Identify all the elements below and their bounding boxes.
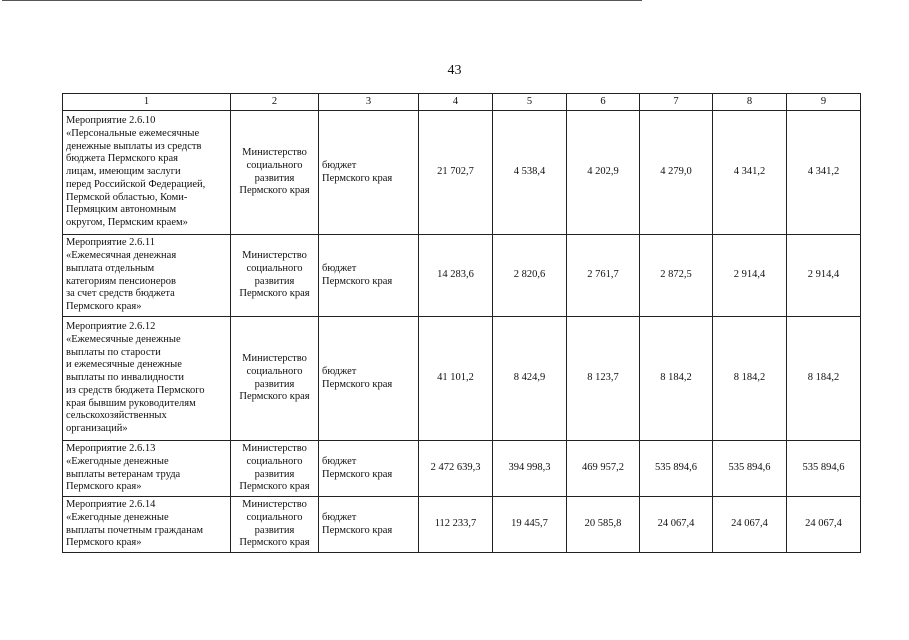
header-cell: 2: [231, 94, 319, 111]
value-cell: 2 820,6: [493, 235, 567, 317]
table-row: [63, 317, 861, 441]
header-cell: 7: [640, 94, 713, 111]
measure-title: «Персональные ежемесячные денежные выплаты из средств бюджета Пермского края лицам, имеющим заслуги перед Российской Федерацией, Пермской областью, Коми- Пермяцким автономным округом, Пермским краем»: [66, 127, 206, 229]
value-cell: 535 894,6: [787, 441, 861, 497]
header-cell: 6: [567, 94, 640, 111]
header-cell: 9: [787, 94, 861, 111]
measure-code: Мероприятие 2.6.11: [66, 237, 156, 249]
page-number: 43: [447, 63, 462, 78]
value-cell: 41 101,2: [419, 317, 493, 441]
value-cell: 4 279,0: [640, 111, 713, 235]
value-cell: 24 067,4: [640, 497, 713, 553]
value-cell: 2 472 639,3: [419, 441, 493, 497]
measure-title: «Ежегодные денежные выплаты почетным гражданам Пермского края»: [66, 511, 203, 549]
budget-table: [62, 93, 861, 553]
measure-cell: [63, 441, 231, 497]
value-cell: 14 283,6: [419, 235, 493, 317]
source-cell: бюджет Пермского края: [319, 317, 419, 441]
value-cell: 112 233,7: [419, 497, 493, 553]
executor-cell: Министерство социального развития Пермского края: [231, 497, 319, 553]
value-cell: 469 957,2: [567, 441, 640, 497]
value-cell: 8 184,2: [787, 317, 861, 441]
measure-title: «Ежемесячная денежная выплата отдельным категориям пенсионеров за счет средств бюджета Пермского края»: [66, 249, 177, 313]
measure-code: Мероприятие 2.6.10: [66, 114, 156, 126]
value-cell: 4 341,2: [713, 111, 787, 235]
value-cell: 8 184,2: [640, 317, 713, 441]
executor-cell: Министерство социального развития Пермского края: [231, 235, 319, 317]
value-cell: 535 894,6: [713, 441, 787, 497]
value-cell: 8 123,7: [567, 317, 640, 441]
executor-cell: Министерство социального развития Пермского края: [231, 441, 319, 497]
value-cell: 535 894,6: [640, 441, 713, 497]
header-cell: 5: [493, 94, 567, 111]
table-row: [63, 497, 861, 553]
table-row: [63, 111, 861, 235]
measure-cell: [63, 111, 231, 235]
value-cell: 19 445,7: [493, 497, 567, 553]
value-cell: 4 202,9: [567, 111, 640, 235]
value-cell: 2 914,4: [787, 235, 861, 317]
header-cell: 8: [713, 94, 787, 111]
measure-cell: [63, 235, 231, 317]
value-cell: 2 761,7: [567, 235, 640, 317]
value-cell: 2 872,5: [640, 235, 713, 317]
measure-cell: [63, 317, 231, 441]
table-row: [63, 441, 861, 497]
header-cell: 4: [419, 94, 493, 111]
value-cell: 2 914,4: [713, 235, 787, 317]
measure-code: Мероприятие 2.6.14: [66, 498, 156, 510]
value-cell: 24 067,4: [713, 497, 787, 553]
value-cell: 21 702,7: [419, 111, 493, 235]
executor-cell: Министерство социального развития Пермского края: [231, 317, 319, 441]
header-cell: 1: [63, 94, 231, 111]
value-cell: 20 585,8: [567, 497, 640, 553]
value-cell: 8 424,9: [493, 317, 567, 441]
source-cell: бюджет Пермского края: [319, 111, 419, 235]
value-cell: 394 998,3: [493, 441, 567, 497]
source-cell: бюджет Пермского края: [319, 235, 419, 317]
measure-title: «Ежемесячные денежные выплаты по старости и ежемесячные денежные выплаты по инвалидности из средств бюджета Пермского края бывшим руководителям сельскохозяйственных организаций»: [66, 333, 205, 435]
measure-title: «Ежегодные денежные выплаты ветеранам труда Пермского края»: [66, 455, 181, 493]
header-cell: 3: [319, 94, 419, 111]
value-cell: 24 067,4: [787, 497, 861, 553]
measure-cell: [63, 497, 231, 553]
executor-cell: Министерство социального развития Пермского края: [231, 111, 319, 235]
value-cell: 8 184,2: [713, 317, 787, 441]
table-header-row: [63, 94, 861, 111]
measure-code: Мероприятие 2.6.12: [66, 320, 156, 332]
value-cell: 4 538,4: [493, 111, 567, 235]
scan-edge-line: [2, 0, 642, 1]
measure-code: Мероприятие 2.6.13: [66, 442, 156, 454]
table-row: [63, 235, 861, 317]
source-cell: бюджет Пермского края: [319, 441, 419, 497]
value-cell: 4 341,2: [787, 111, 861, 235]
source-cell: бюджет Пермского края: [319, 497, 419, 553]
